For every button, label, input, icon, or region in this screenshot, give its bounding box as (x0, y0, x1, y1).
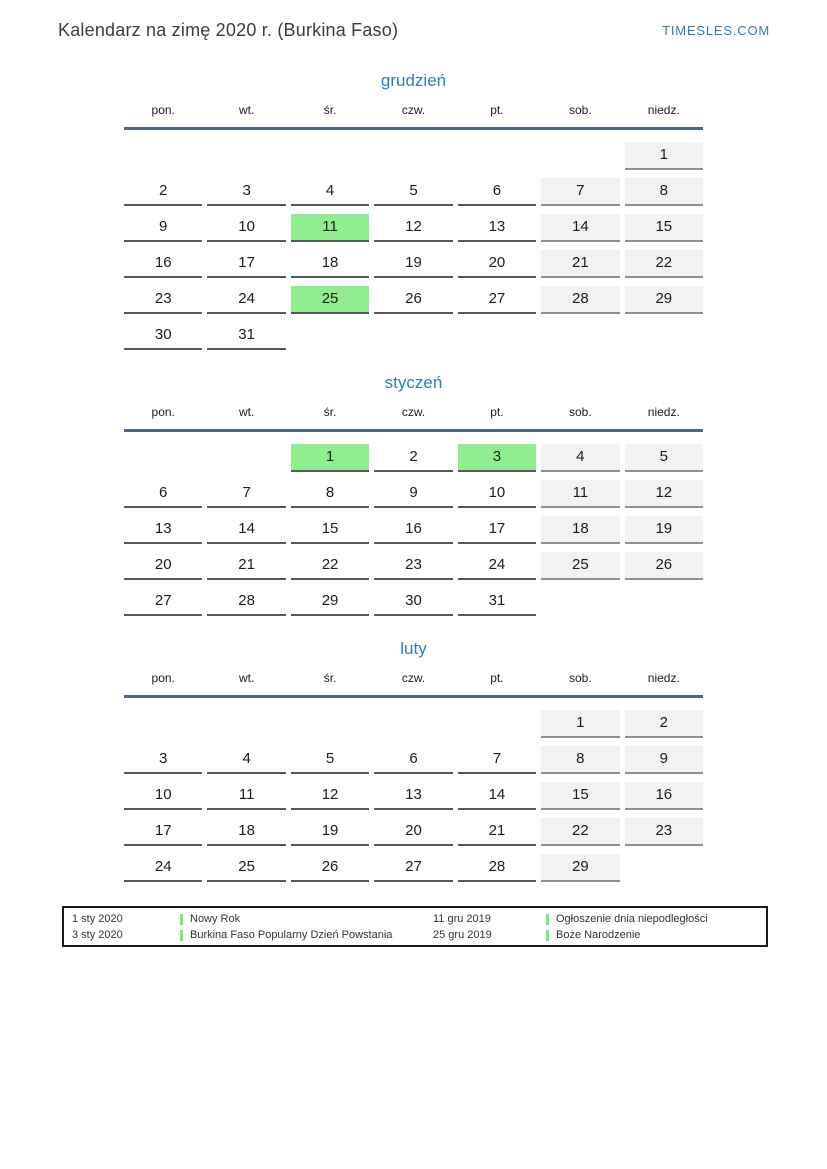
weekday-label-wt: wt. (238, 103, 255, 117)
day-cell: 3 (124, 746, 202, 774)
weekday-label-sob: sob. (569, 405, 592, 419)
weekday-header-row (124, 397, 703, 432)
day-cell-empty (458, 710, 536, 738)
brand-link[interactable]: TIMESLES.COM (662, 23, 770, 38)
month-luty (124, 634, 703, 882)
holiday-marker-icon (546, 914, 549, 925)
day-cell-empty (625, 588, 703, 616)
legend-entry (415, 912, 766, 926)
day-cell-empty (124, 142, 202, 170)
day-cell: 31 (207, 322, 285, 350)
month-days-grid (124, 698, 703, 882)
day-cell: 7 (207, 480, 285, 508)
day-cell: 9 (625, 746, 703, 774)
day-cell: 16 (374, 516, 452, 544)
weekday-label-wt: wt. (238, 671, 255, 685)
page-title: Kalendarz na zimę 2020 r. (Burkina Faso) (58, 20, 399, 40)
day-cell-empty (374, 710, 452, 738)
day-cell-empty (207, 444, 285, 472)
day-cell: 22 (541, 818, 619, 846)
day-cell: 25 (541, 552, 619, 580)
holiday-marker-icon (546, 930, 549, 941)
day-cell: 27 (124, 588, 202, 616)
day-cell: 10 (207, 214, 285, 242)
weekday-label-pon: pon. (151, 405, 175, 419)
calendar-months (124, 66, 703, 900)
holiday-marker-icon (180, 914, 183, 925)
day-cell: 9 (374, 480, 452, 508)
day-cell-empty (291, 322, 369, 350)
month-days-grid (124, 130, 703, 350)
day-cell: 2 (124, 178, 202, 206)
weekday-label-czw: czw. (401, 103, 426, 117)
legend-label: Boże Narodzenie (556, 929, 641, 941)
day-cell: 22 (291, 552, 369, 580)
legend-column (64, 912, 415, 942)
weekday-label-sr: śr. (323, 671, 337, 685)
day-cell: 21 (207, 552, 285, 580)
day-cell: 12 (291, 782, 369, 810)
day-cell: 3 (207, 178, 285, 206)
legend-date: 25 gru 2019 (433, 929, 492, 941)
legend-column (415, 912, 766, 942)
legend-label: Burkina Faso Popularny Dzień Powstania (190, 929, 393, 941)
day-cell: 23 (625, 818, 703, 846)
day-cell-empty (541, 322, 619, 350)
day-cell: 1 (541, 710, 619, 738)
day-cell: 20 (374, 818, 452, 846)
day-cell: 11 (291, 214, 369, 242)
day-cell: 16 (124, 250, 202, 278)
day-cell: 27 (374, 854, 452, 882)
day-cell: 17 (207, 250, 285, 278)
weekday-label-pt: pt. (490, 405, 504, 419)
day-cell-empty (625, 854, 703, 882)
day-cell-empty (124, 444, 202, 472)
day-cell-empty (458, 142, 536, 170)
day-cell: 13 (124, 516, 202, 544)
day-cell: 3 (458, 444, 536, 472)
day-cell: 18 (291, 250, 369, 278)
holiday-legend (62, 906, 768, 947)
weekday-label-sr: śr. (323, 103, 337, 117)
weekday-label-sob: sob. (569, 103, 592, 117)
day-cell: 19 (625, 516, 703, 544)
day-cell: 30 (124, 322, 202, 350)
day-cell-empty (207, 710, 285, 738)
day-cell: 11 (541, 480, 619, 508)
weekday-label-sob: sob. (569, 671, 592, 685)
day-cell: 9 (124, 214, 202, 242)
day-cell: 17 (124, 818, 202, 846)
day-cell: 19 (291, 818, 369, 846)
day-cell: 10 (458, 480, 536, 508)
day-cell: 10 (124, 782, 202, 810)
day-cell: 20 (458, 250, 536, 278)
day-cell: 26 (625, 552, 703, 580)
day-cell: 21 (458, 818, 536, 846)
day-cell: 8 (541, 746, 619, 774)
weekday-label-sr: śr. (323, 405, 337, 419)
day-cell: 14 (541, 214, 619, 242)
month-title-styczen: styczeń (384, 373, 443, 392)
day-cell: 6 (124, 480, 202, 508)
day-cell: 28 (207, 588, 285, 616)
day-cell: 15 (625, 214, 703, 242)
legend-entry (64, 912, 415, 926)
month-title-grudzien: grudzień (380, 71, 447, 90)
day-cell: 4 (291, 178, 369, 206)
day-cell: 4 (207, 746, 285, 774)
day-cell-empty (458, 322, 536, 350)
weekday-label-wt: wt. (238, 405, 255, 419)
weekday-label-pt: pt. (490, 103, 504, 117)
day-cell: 15 (541, 782, 619, 810)
day-cell: 11 (207, 782, 285, 810)
day-cell: 23 (374, 552, 452, 580)
day-cell: 1 (625, 142, 703, 170)
day-cell: 14 (207, 516, 285, 544)
day-cell: 6 (374, 746, 452, 774)
day-cell: 5 (291, 746, 369, 774)
day-cell: 17 (458, 516, 536, 544)
legend-date: 1 sty 2020 (72, 913, 123, 925)
day-cell: 7 (458, 746, 536, 774)
day-cell-empty (541, 588, 619, 616)
weekday-label-niedz: niedz. (647, 671, 680, 685)
day-cell-empty (625, 322, 703, 350)
day-cell: 6 (458, 178, 536, 206)
day-cell: 31 (458, 588, 536, 616)
weekday-label-pt: pt. (490, 671, 504, 685)
day-cell: 23 (124, 286, 202, 314)
weekday-label-niedz: niedz. (647, 103, 680, 117)
day-cell-empty (124, 710, 202, 738)
day-cell: 12 (625, 480, 703, 508)
weekday-label-pon: pon. (151, 103, 175, 117)
day-cell: 25 (291, 286, 369, 314)
legend-label: Nowy Rok (190, 913, 241, 925)
day-cell: 18 (207, 818, 285, 846)
day-cell: 12 (374, 214, 452, 242)
day-cell: 22 (625, 250, 703, 278)
month-styczen (124, 368, 703, 616)
weekday-label-pon: pon. (151, 671, 175, 685)
legend-date: 11 gru 2019 (433, 913, 491, 925)
day-cell-empty (374, 322, 452, 350)
day-cell-empty (207, 142, 285, 170)
holiday-marker-icon (180, 930, 183, 941)
day-cell: 4 (541, 444, 619, 472)
day-cell: 2 (374, 444, 452, 472)
day-cell: 18 (541, 516, 619, 544)
legend-entry (415, 928, 766, 942)
day-cell: 2 (625, 710, 703, 738)
day-cell: 5 (625, 444, 703, 472)
day-cell: 29 (541, 854, 619, 882)
weekday-label-czw: czw. (401, 671, 426, 685)
day-cell: 14 (458, 782, 536, 810)
weekday-header-row (124, 95, 703, 130)
day-cell: 28 (541, 286, 619, 314)
day-cell-empty (374, 142, 452, 170)
day-cell: 13 (458, 214, 536, 242)
day-cell: 15 (291, 516, 369, 544)
day-cell: 24 (207, 286, 285, 314)
legend-entry (64, 928, 415, 942)
day-cell: 8 (625, 178, 703, 206)
day-cell: 29 (625, 286, 703, 314)
month-grudzien (124, 66, 703, 350)
day-cell: 1 (291, 444, 369, 472)
day-cell: 26 (291, 854, 369, 882)
day-cell: 16 (625, 782, 703, 810)
day-cell: 5 (374, 178, 452, 206)
day-cell: 26 (374, 286, 452, 314)
day-cell: 7 (541, 178, 619, 206)
day-cell: 24 (124, 854, 202, 882)
day-cell: 20 (124, 552, 202, 580)
day-cell: 25 (207, 854, 285, 882)
weekday-label-czw: czw. (401, 405, 426, 419)
day-cell: 28 (458, 854, 536, 882)
day-cell: 29 (291, 588, 369, 616)
day-cell: 13 (374, 782, 452, 810)
day-cell: 19 (374, 250, 452, 278)
day-cell: 21 (541, 250, 619, 278)
page-header (58, 20, 770, 41)
weekday-label-niedz: niedz. (647, 405, 680, 419)
day-cell: 8 (291, 480, 369, 508)
day-cell: 24 (458, 552, 536, 580)
legend-label: Ogłoszenie dnia niepodległości (556, 913, 708, 925)
day-cell: 27 (458, 286, 536, 314)
day-cell-empty (291, 142, 369, 170)
month-title-luty: luty (400, 639, 427, 658)
month-days-grid (124, 432, 703, 616)
day-cell: 30 (374, 588, 452, 616)
day-cell-empty (541, 142, 619, 170)
legend-date: 3 sty 2020 (72, 929, 123, 941)
weekday-header-row (124, 663, 703, 698)
day-cell-empty (291, 710, 369, 738)
